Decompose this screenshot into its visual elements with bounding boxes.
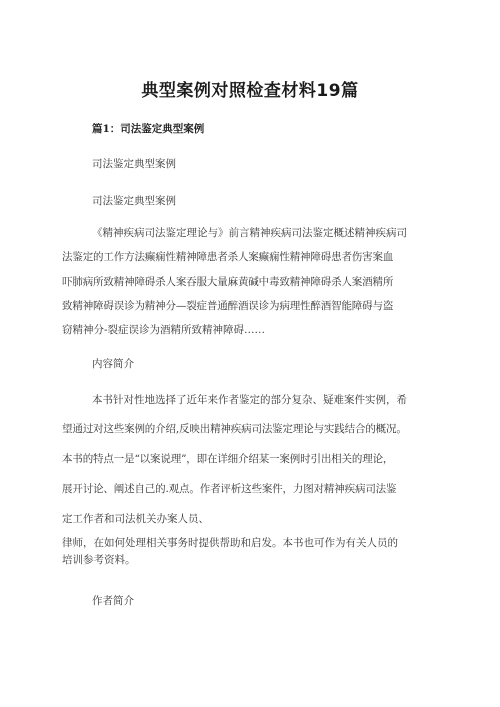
subheading: 作者简介 (92, 595, 134, 607)
paragraph-line: 律师，在如何处理相关事务时提供帮助和启发。本书也可作为有关人员的 (62, 537, 398, 549)
paragraph-line: 司法鉴定典型案例 (92, 195, 176, 207)
paragraph-line: 本书针对性地选择了近年来作者鉴定的部分复杂、疑难案件实例，希 (92, 394, 407, 406)
paragraph-line: 法鉴定的工作方法癫痫性精神障患者杀人案癫痫性精神障碍患者伤害案血 (62, 251, 394, 263)
paragraph-line: 致精神障碍误诊为精神分—裂症普通醉酒误诊为病理性醉酒智能障碍与盗 (62, 300, 394, 312)
paragraph-line: 本书的特点一是“以案说理”，即在详细介绍某一案例时引出相关的理论， (62, 453, 394, 465)
paragraph-line: 《精神疾病司法鉴定理论与》前言精神疾病司法鉴定概述精神疾病司 (92, 227, 407, 239)
document-title: 典型案例对照检查材料19篇 (141, 81, 359, 101)
section-heading: 篇1：司法鉴定典型案例 (92, 123, 205, 135)
paragraph-line: 培训参考资料。 (62, 554, 136, 566)
paragraph-line: 吓肺病所致精神障碍杀人案吞服大量麻黄碱中毒致精神障碍杀人案酒精所 (62, 276, 394, 288)
paragraph-line: 展开讨论、阐述自己的.观点。作者评析这些案件，力图对精神疾病司法鉴 (62, 483, 397, 495)
paragraph-line: 望通过对这些案例的介绍,反映出精神疾病司法鉴定理论与实践结合的概况。 (62, 423, 407, 435)
paragraph-line: 定工作者和司法机关办案人员、 (62, 513, 209, 525)
paragraph-line: 窃精神分-裂症误诊为酒精所致精神障碍…… (62, 324, 266, 336)
subheading: 内容简介 (92, 358, 134, 370)
paragraph-line: 司法鉴定典型案例 (92, 158, 176, 170)
